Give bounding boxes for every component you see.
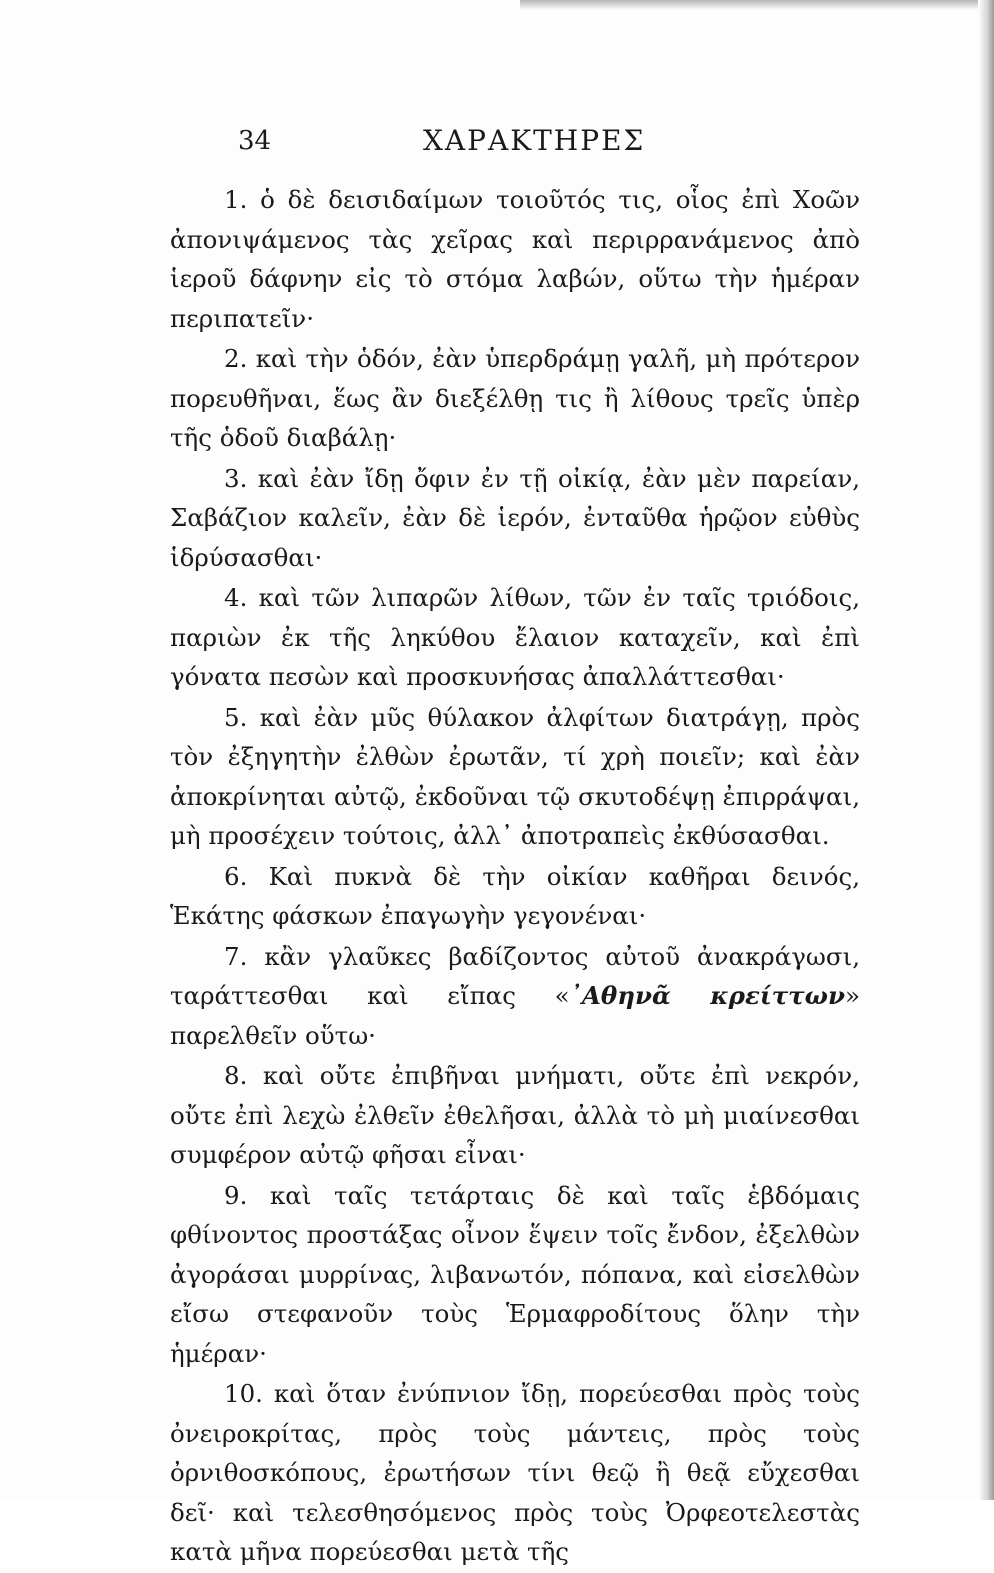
paragraph-7-tail: » παρελθεῖν οὕτω· xyxy=(170,981,860,1050)
paragraph-7 xyxy=(170,937,860,1056)
paragraph-7-quote: ᾿Αθηνᾶ κρείττων xyxy=(569,981,845,1010)
page-edge-shadow-right xyxy=(978,0,994,1500)
paragraph-2: 2. καὶ τὴν ὁδόν, ἐὰν ὑπερδράμῃ γαλῆ, μὴ πρότερον πορευθῆναι, ἕως ἂν διεξέλθῃ τις ἢ λίθους τρεῖς ὑπὲρ τῆς ὁδοῦ διαβάλῃ· xyxy=(170,344,860,452)
paragraph-9: 9. καὶ ταῖς τετάρταις δὲ καὶ ταῖς ἑβδόμαις φθίνοντος προστάξας οἶνον ἕψειν τοῖς ἔνδον, ἐξελθὼν ἀγοράσαι μυρρίνας, λιβανωτόν, πόπανα, καὶ εἰσελθὼν εἴσω στεφανοῦν τοὺς Ἑρμαφροδίτους ὅλην τὴν ἡμέραν· xyxy=(170,1180,860,1368)
paragraph-7-lead: 7. κἂν γλαῦκες βαδίζοντος αὐτοῦ ἀνακράγωσι, ταράττεσθαι καὶ εἴπας « xyxy=(170,941,860,1010)
paragraph-4: 4. καὶ τῶν λιπαρῶν λίθων, τῶν ἐν ταῖς τριόδοις, παριὼν ἐκ τῆς ληκύθου ἔλαιον καταχεῖν, καὶ ἐπὶ γόνατα πεσὼν καὶ προσκυνήσας ἀπαλλάττεσθαι· xyxy=(170,583,860,691)
paragraph-5: 5. καὶ ἐὰν μῦς θύλακον ἀλφίτων διατράγῃ, πρὸς τὸν ἐξηγητὴν ἐλθὼν ἐρωτᾶν, τί χρὴ ποιεῖν; καὶ ἐὰν ἀποκρίνηται αὐτῷ, ἐκδοῦναι τῷ σκυτοδέψῃ ἐπιρράψαι, μὴ προσέχειν τούτοις, ἀλλ᾽ ἀποτραπεὶς ἐκθύσασθαι. xyxy=(170,702,860,850)
paragraph-10: 10. καὶ ὅταν ἐνύπνιον ἴδῃ, πορεύεσθαι πρὸς τοὺς ὀνειροκρίτας, πρὸς τοὺς μάντεις, πρὸς τοὺς ὀρνιθοσκόπους, ἐρωτήσων τίνι θεῷ ἢ θεᾷ εὔχεσθαι δεῖ· καὶ τελεσθησόμενος πρὸς τοὺς Ὀρφεοτελεστὰς κατὰ μῆνα πορεύεσθαι μετὰ τῆς xyxy=(170,1379,860,1566)
running-head: ΧΑΡΑΚΤΗΡΕΣ xyxy=(423,124,646,157)
paragraph-6: 6. Καὶ πυκνὰ δὲ τὴν οἰκίαν καθῆραι δεινός, Ἑκάτης φάσκων ἐπαγωγὴν γεγονέναι· xyxy=(170,861,860,930)
page-number: 34 xyxy=(238,126,272,156)
page-edge-shadow-top xyxy=(520,0,994,10)
paragraph-1: 1. ὁ δὲ δεισιδαίμων τοιοῦτός τις, οἷος ἐπὶ Χοῶν ἀπονιψάμενος τὰς χεῖρας καὶ περιρρανάμενος ἀπὸ ἱεροῦ δάφνην εἰς τὸ στόμα λαβών, οὕτω τὴν ἡμέραν περιπατεῖν· xyxy=(170,185,860,333)
paragraph-8: 8. καὶ οὔτε ἐπιβῆναι μνήματι, οὔτε ἐπὶ νεκρόν, οὔτε ἐπὶ λεχὼ ἐλθεῖν ἐθελῆσαι, ἀλλὰ τὸ μὴ μιαίνεσθαι συμφέρον αὐτῷ φῆσαι εἶναι· xyxy=(170,1061,860,1169)
body-text xyxy=(170,180,860,1573)
paragraph-3: 3. καὶ ἐὰν ἴδῃ ὄφιν ἐν τῇ οἰκίᾳ, ἐὰν μὲν παρείαν, Σαβάζιον καλεῖν, ἐὰν δὲ ἱερόν, ἐνταῦθα ἡρῷον εὐθὺς ἱδρύσασθαι· xyxy=(170,463,860,572)
